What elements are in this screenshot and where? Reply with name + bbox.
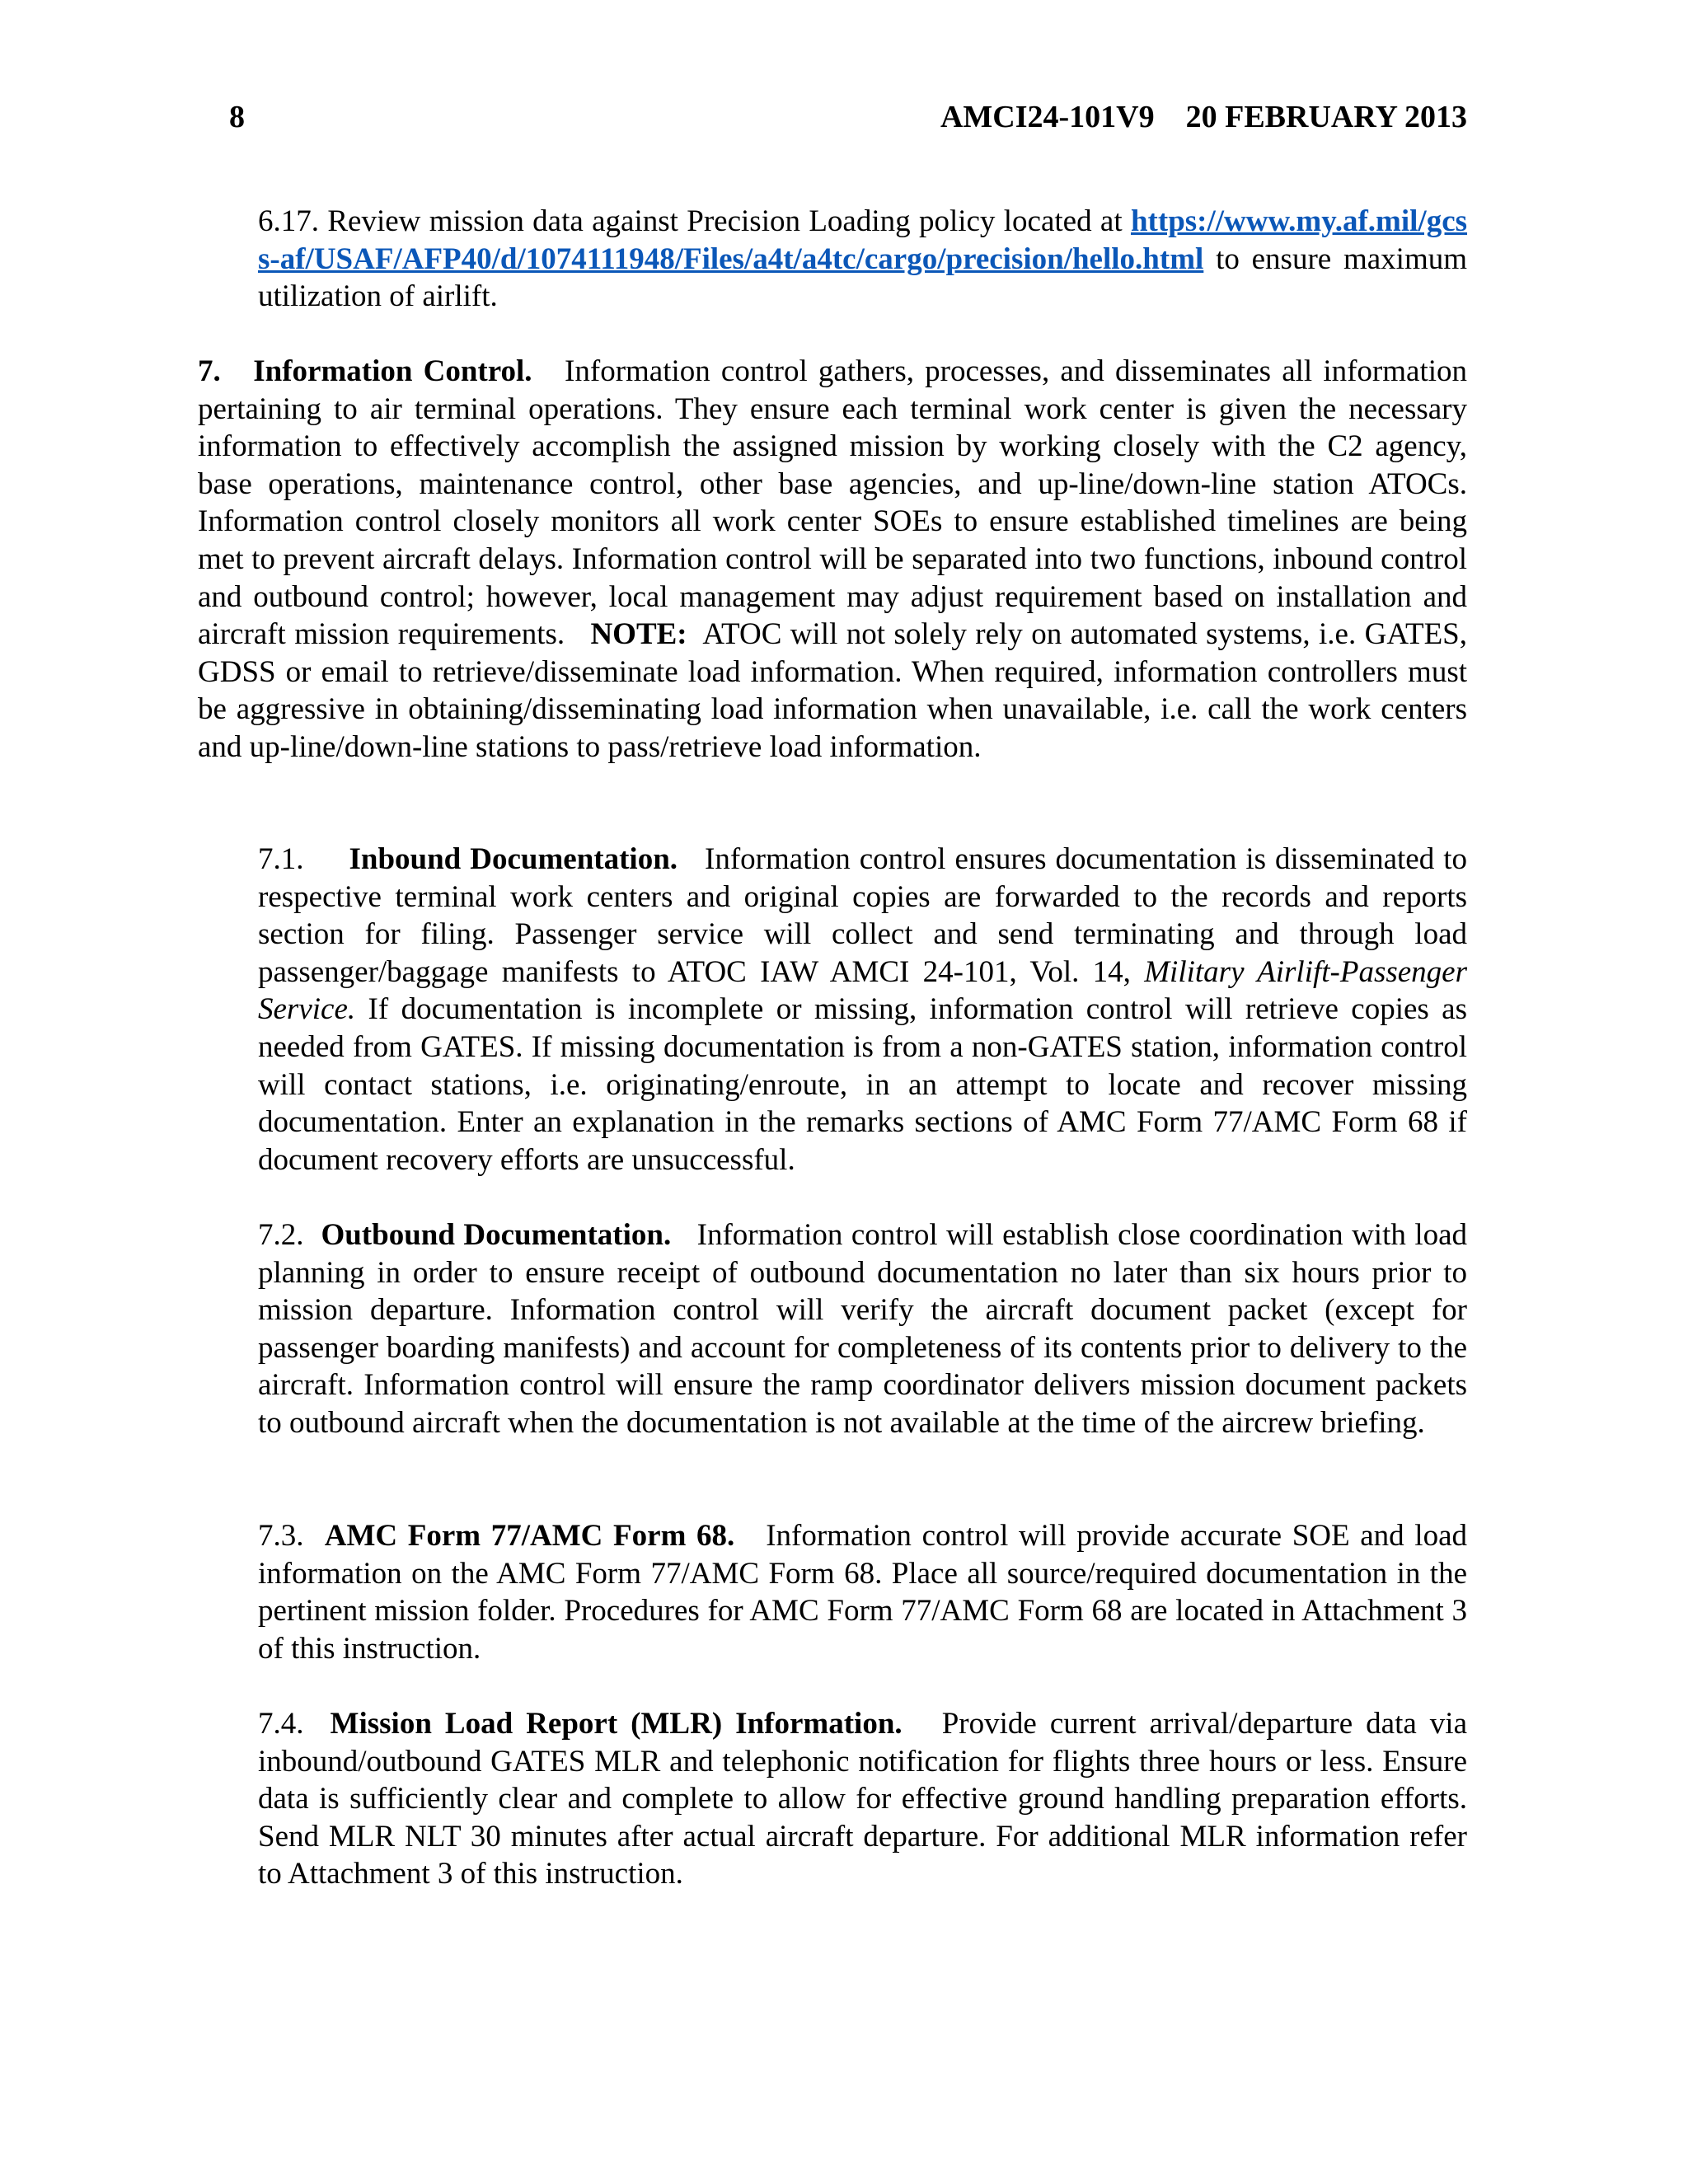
paragraph-number: 7.1. — [258, 842, 304, 876]
paragraph-text: Information control will provide accurate SOE and load information on the AMC Form 77/AMC Form 68. Place all source/required documentation in the pertinent mission folder. Procedures for AMC Form 77/AMC Form 68 are located in Attachment 3 of this instruction. — [258, 1519, 1468, 1666]
paragraph-title: Mission Load Report (MLR) Information. — [330, 1707, 903, 1741]
paragraph-text: Review mission data against Precision Loading policy located at — [327, 204, 1123, 238]
paragraph-number: 6.17. — [258, 204, 319, 238]
paragraph-title: AMC Form 77/AMC Form 68. — [324, 1519, 735, 1553]
paragraph-7 — [198, 353, 1467, 766]
paragraph-number: 7.4. — [258, 1707, 304, 1741]
paragraph-text: Information control ensures documentation is disseminated to respective terminal work centers and original copies are forwarded to the records and reports section for filing. Passenger service will collect and send terminating and through load passenger/baggage manifests to ATOC IAW AMCI 24-101, Vol. 14, — [258, 842, 1468, 989]
paragraph-title: Outbound Documentation. — [321, 1218, 672, 1252]
doc-identifier — [940, 97, 1467, 137]
paragraph-7-4 — [258, 1705, 1467, 1893]
paragraph-text: Provide current arrival/departure data via inbound/outbound GATES MLR and telephonic notification for flights three hours or less. Ensure data is sufficiently clear and complete to allow for effective ground handling preparation efforts. Send MLR NLT 30 minutes after actual aircraft departure. For additional MLR information refer to Attachment 3 of this instruction. — [258, 1707, 1467, 1891]
paragraph-7-3 — [258, 1517, 1467, 1667]
doc-date: 20 FEBRUARY 2013 — [1185, 100, 1467, 134]
paragraph-7-1 — [258, 841, 1467, 1179]
page-header — [229, 97, 1467, 137]
paragraph-text: to ensure maximum utilization of airlift. — [258, 241, 1468, 314]
paragraph-number: 7.3. — [258, 1519, 304, 1553]
paragraph-number: 7.2. — [258, 1218, 304, 1252]
precision-loading-link[interactable]: https://www.my.af.mil/gcss-af/USAF/AFP40/d/1074111948/Files/a4t/a4tc/cargo/precision/hello.html — [258, 204, 1468, 276]
section-number: 7. — [198, 354, 221, 388]
section-title: Information Control. — [253, 354, 532, 388]
note-label: NOTE: — [590, 617, 687, 652]
doc-id: AMCI24-101V9 — [940, 100, 1155, 134]
paragraph-7-2 — [258, 1216, 1467, 1442]
paragraph-text: Information control will establish close coordination with load planning in order to ensure receipt of outbound documentation no later than six hours prior to mission departure. Information control will verify the aircraft document packet (except for passenger boarding manifests) and account for completeness of its contents prior to delivery to the aircraft. Information control will ensure the ramp coordinator delivers mission document packets to outbound aircraft when the documentation is not available at the time of the aircrew briefing. — [258, 1218, 1468, 1440]
paragraph-6-17 — [258, 203, 1467, 316]
note-text: ATOC will not solely rely on automated systems, i.e. GATES, GDSS or email to retrieve/disseminate load information. When required, information controllers must be aggressive in obtaining/disseminating load information when unavailable, i.e. call the work centers and up-line/down-line stations to pass/retrieve load information. — [198, 617, 1467, 764]
page-number: 8 — [229, 100, 245, 134]
paragraph-text: Information control gathers, processes, and disseminates all information pertaining to air terminal operations. They ensure each terminal work center is given the necessary information to effectively accomplish the assigned mission by working closely with the C2 agency, base operations, maintenance control, other base agencies, and up-line/down-line station ATOCs. Information control closely monitors all work center SOEs to ensure established timelines are being met to prevent aircraft delays. Information control will be separated into two functions, inbound control and outbound control; however, local management may adjust requirement based on installation and aircraft mission requirements. — [198, 354, 1468, 652]
publication-title: Military Airlift-Passenger Service. — [258, 954, 1467, 1027]
paragraph-text: If documentation is incomplete or missing, information control will retrieve copies as needed from GATES. If missing documentation is from a non-GATES station, information control will contact stations, i.e. originating/enroute, in an attempt to locate and recover missing documentation. Enter an explanation in the remarks sections of AMC Form 77/AMC Form 68 if document recovery efforts are unsuccessful. — [258, 992, 1468, 1177]
paragraph-title: Inbound Documentation. — [349, 842, 678, 876]
